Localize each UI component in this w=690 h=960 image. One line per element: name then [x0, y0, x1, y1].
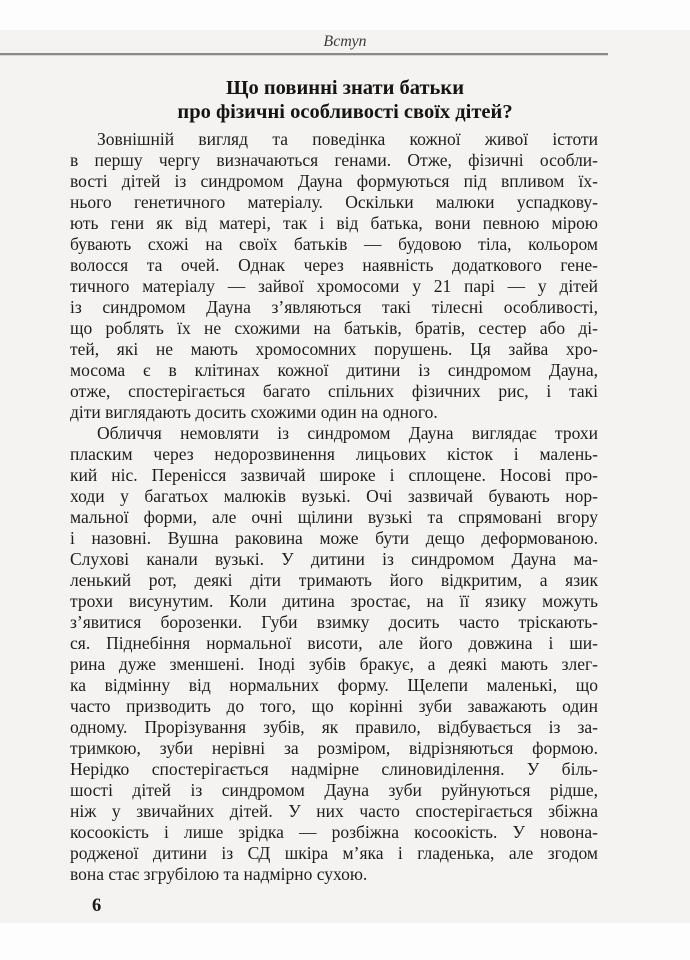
text-line: ленький рот, деякі діти тримають його відкритим, а язик — [70, 570, 598, 590]
chapter-title-line-2: про фізичні особливості своїх дітей? — [177, 101, 513, 123]
text-line: в першу чергу визначаються генами. Отже, фізичні особли- — [70, 150, 598, 170]
text-line: косоокість і лише зрідка — розбіжна косоокість. У новона- — [70, 822, 598, 842]
text-line: вості дітей із синдромом Дауна формуються під впливом їх- — [70, 171, 598, 191]
text-line: ся. Піднебіння нормальної висоти, але його довжина і ши- — [70, 633, 598, 653]
text-line: мальної форми, але очні щілини вузькі та спрямовані вгору — [70, 507, 598, 527]
text-line: ка відмінну від нормальних форму. Щелепи маленькі, що — [70, 675, 598, 695]
paragraph — [70, 129, 598, 423]
text-line: ніж у звичайних дітей. У них часто спостерігається збіжна — [70, 801, 598, 821]
text-line: пласким через недорозвинення лицьових кісток і малень- — [70, 444, 598, 464]
text-line: з’явитися борозенки. Губи взимку досить часто тріскають- — [70, 612, 598, 632]
text-line: тей, які не мають хромосомних порушень. Ця зайва хро- — [70, 339, 598, 359]
text-line: волосся та очей. Однак через наявність додаткового гене- — [70, 255, 598, 275]
text-line: шості дітей із синдромом Дауна зуби руйнуються рідше, — [70, 780, 598, 800]
text-line: Зовнішній вигляд та поведінка кожної живої істоти — [97, 129, 598, 149]
header-rule — [0, 53, 608, 55]
chapter-title — [0, 76, 690, 124]
chapter-title-line-1: Що повинні знати батьки — [225, 77, 465, 99]
text-line: тичного матеріалу — зайвої хромосоми у 21 парі — у дітей — [70, 276, 598, 296]
text-line: ють гени як від матері, так і від батька, вони певною мірою — [70, 213, 598, 233]
text-line: трохи висунутим. Коли дитина зростає, на її язику можуть — [70, 591, 598, 611]
body-text — [70, 129, 598, 885]
page-number: 6 — [92, 896, 102, 916]
text-line: діти виглядають досить схожими один на одного. — [70, 402, 438, 422]
text-line: тримкою, зуби нерівні за розміром, відрізняються формою. — [70, 738, 598, 758]
text-line: одному. Прорізування зубів, як правило, відбувається із за- — [70, 717, 598, 737]
text-line: кий ніс. Перенісся зазвичай широке і сплощене. Носові про- — [70, 465, 598, 485]
text-line: часто призводить до того, що корінні зуби заважають один — [70, 696, 598, 716]
running-header: Вступ — [323, 33, 367, 50]
text-line: вона стає згрубілою та надмірно сухою. — [70, 864, 368, 884]
text-line: родженої дитини із СД шкіра м’яка і гладенька, але згодом — [70, 843, 598, 863]
book-page — [0, 30, 690, 923]
text-line: ходи у багатьох малюків вузькі. Очі зазвичай бувають нор- — [70, 486, 598, 506]
text-line: нього генетичного матеріалу. Оскільки малюки успадкову- — [70, 192, 598, 212]
text-line: отже, спостерігається багато спільних фізичних рис, і такі — [70, 381, 598, 401]
text-line: Нерідко спостерігається надмірне слиновиділення. У біль- — [70, 759, 598, 779]
text-line: Слухові канали вузькі. У дитини із синдромом Дауна ма- — [70, 549, 598, 569]
paragraph — [70, 423, 598, 885]
text-line: бувають схожі на своїх батьків — будовою тіла, кольором — [70, 234, 598, 254]
text-line: рина дуже зменшені. Іноді зубів бракує, а деякі мають злег- — [70, 654, 598, 674]
text-line: із синдромом Дауна з’являються такі тілесні особливості, — [70, 297, 598, 317]
text-line: мосома є в клітинах кожної дитини із синдромом Дауна, — [70, 360, 598, 380]
text-line: і назовні. Вушна раковина може бути дещо деформованою. — [70, 528, 598, 548]
text-line: Обличчя немовляти із синдромом Дауна виглядає трохи — [97, 423, 598, 443]
text-line: що роблять їх не схожими на батьків, братів, сестер або ді- — [70, 318, 598, 338]
